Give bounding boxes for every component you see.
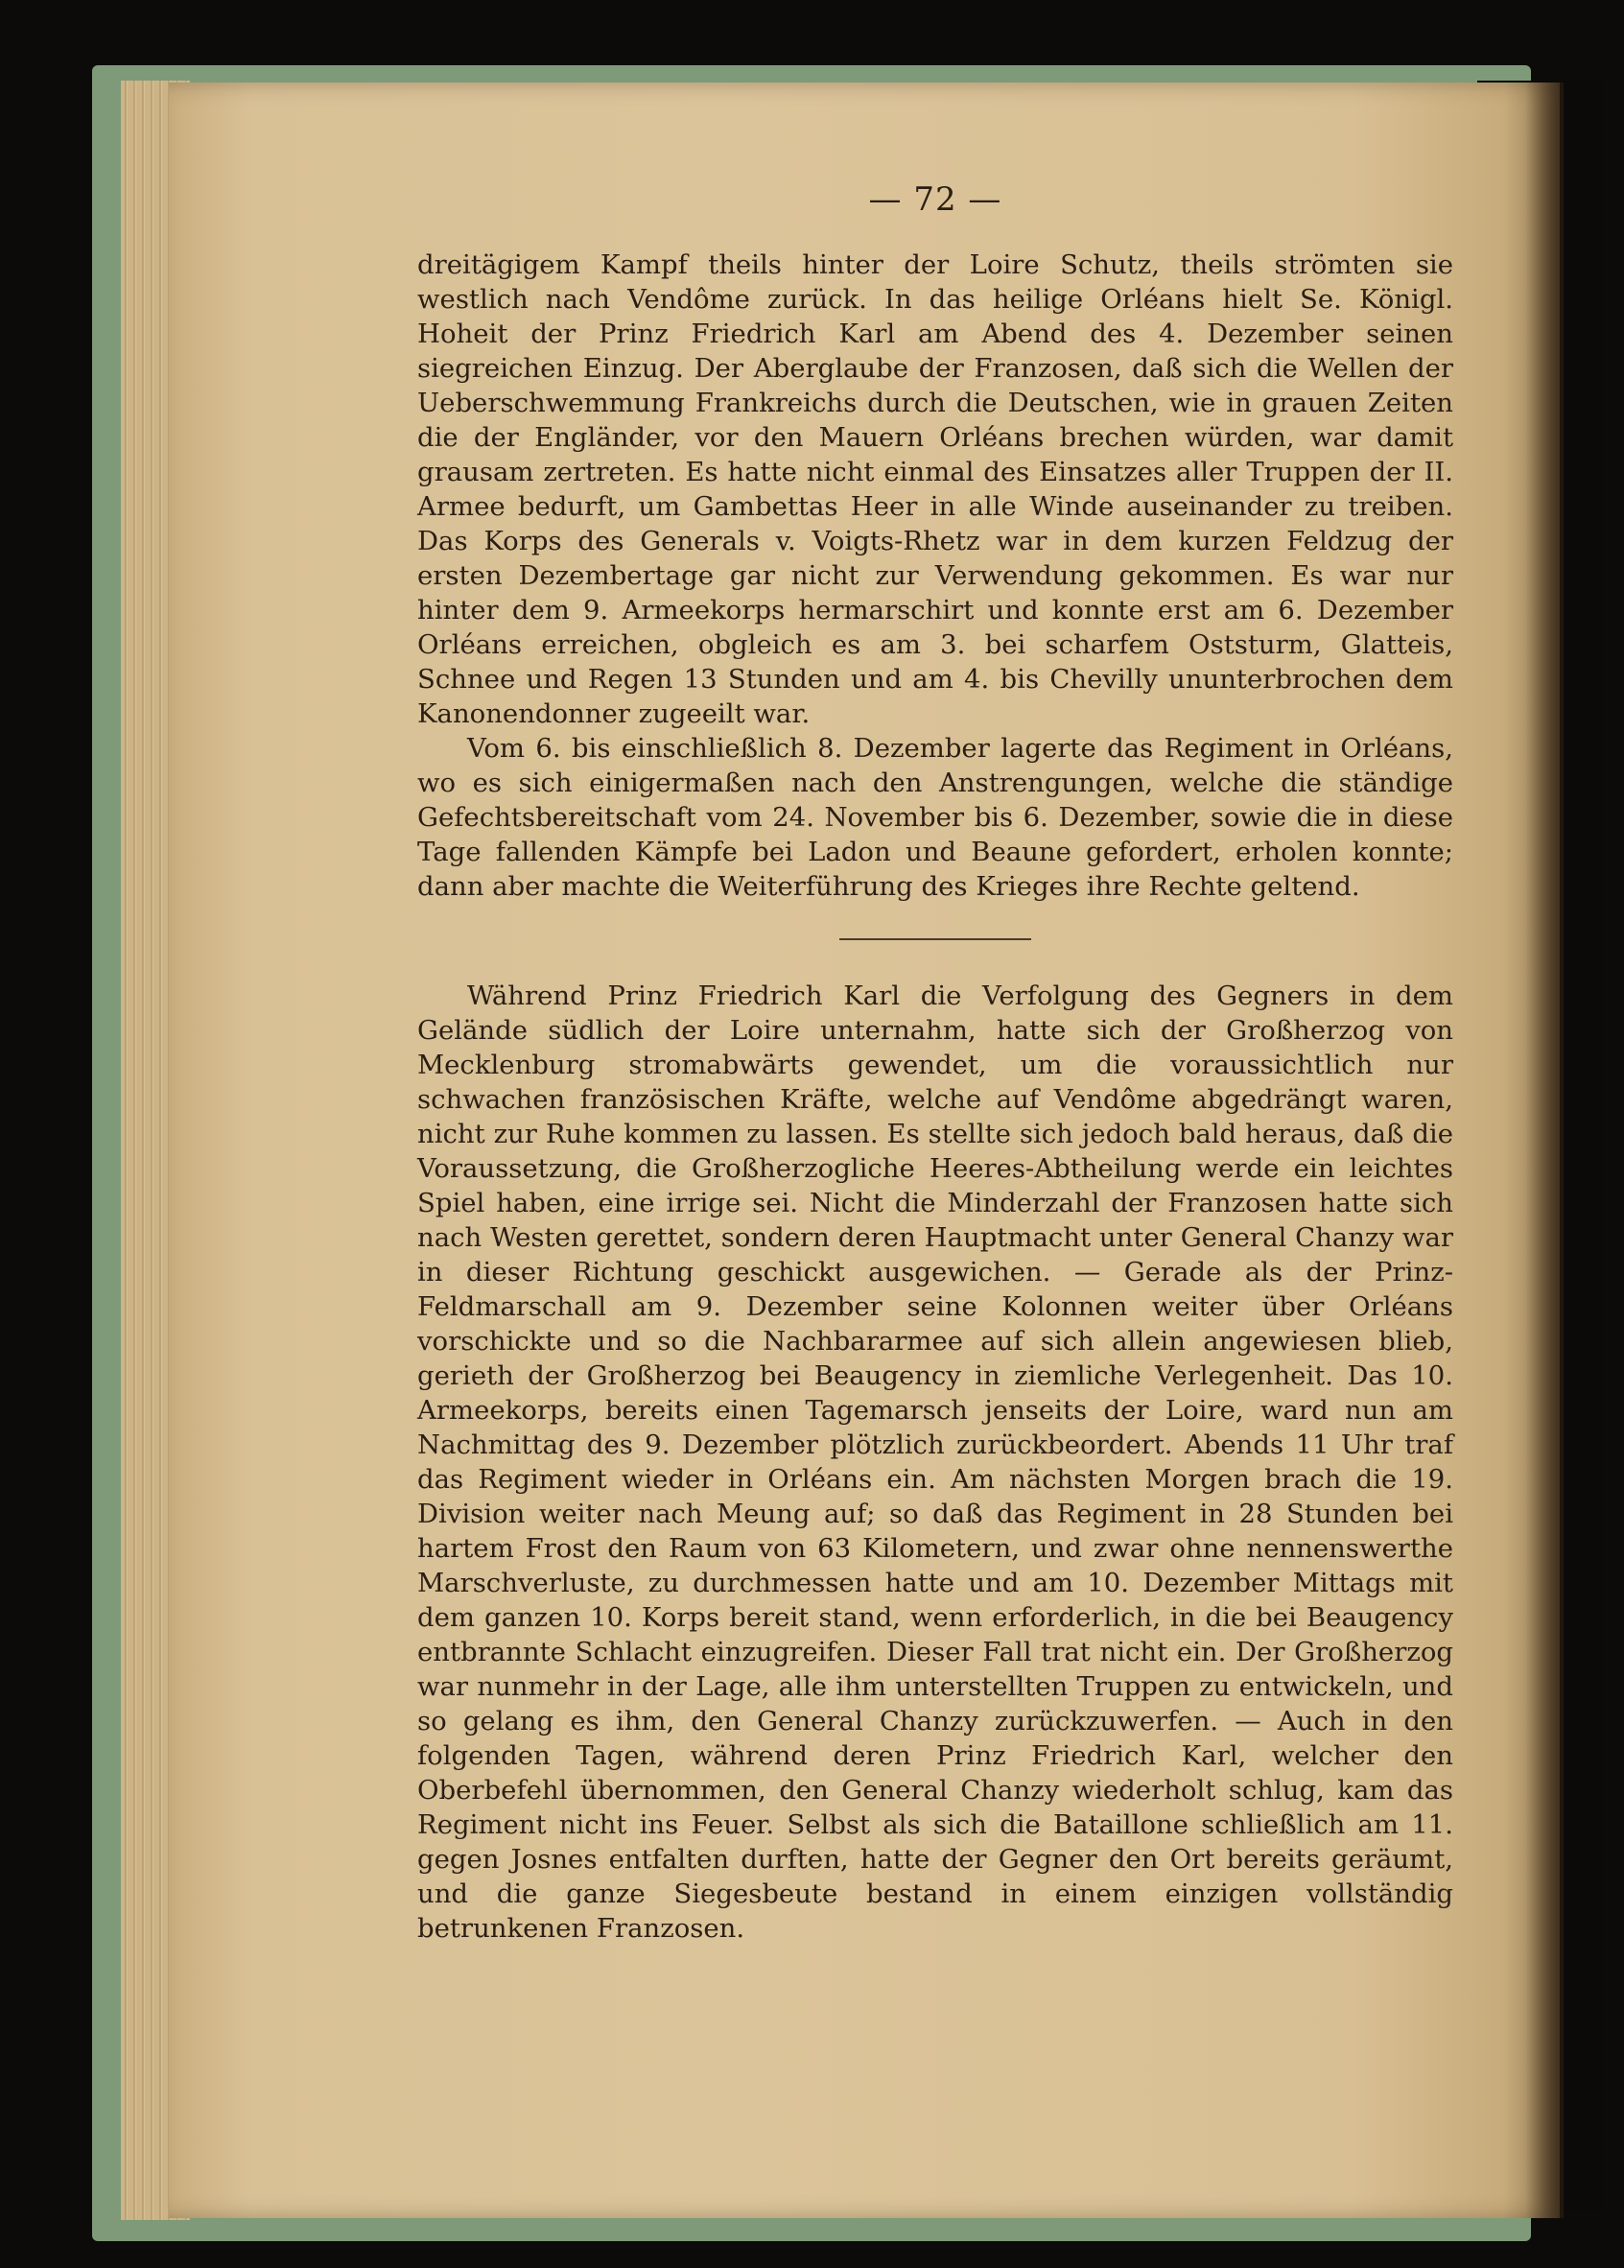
page-number: — 72 — [868, 180, 1002, 219]
paragraph-2: Vom 6. bis einschließlich 8. Dezember lagerte das Regiment in Orléans, wo es sich einigermaßen nach den Anstrengungen, welche die ständige Gefechtsbereitschaft vom 24. November bis 6. Dezember, sowie die in diese Tage fallenden Kämpfe bei Ladon und Beaune gefordert, erholen konnte; dann aber machte die Weiterführung des Krieges ihre Rechte geltend. [417, 733, 1453, 902]
page-gutter [1525, 83, 1564, 2218]
paragraph-1: dreitägigem Kampf theils hinter der Loire Schutz, theils strömten sie westlich nach Vendôme zurück. In das heilige Orléans hielt Se. Königl. Hoheit der Prinz Friedrich Karl am Abend des 4. Dezember seinen siegreichen Einzug. Der Aberglaube der Franzosen, daß sich die Wellen der Ueberschwemmung Frankreichs durch die Deutschen, wie in grauen Zeiten die der Engländer, vor den Mauern Orléans brechen würden, war damit grausam zertreten. Es hatte nicht einmal des Einsatzes aller Truppen der II. Armee bedurft, um Gambettas Heer in alle Winde auseinander zu treiben. Das Korps des Generals v. Voigts-Rhetz war in dem kurzen Feldzug der ersten Dezembertage gar nicht zur Verwendung gekommen. Es war nur hinter dem 9. Armeekorps hermarschirt und konnte erst am 6. Dezember Orléans erreichen, obgleich es am 3. bei scharfem Oststurm, Glatteis, Schnee und Regen 13 Stunden und am 4. bis Chevilly ununterbrochen dem Kanonendonner zugeeilt war. [417, 249, 1453, 729]
section-divider [839, 938, 1031, 940]
page-content [417, 180, 1453, 1946]
paragraph-3: Während Prinz Friedrich Karl die Verfolgung des Gegners in dem Gelände südlich der Loire unternahm, hatte sich der Großherzog von Mecklenburg stromabwärts gewendet, um die voraussichtlich nur schwachen französischen Kräfte, welche auf Vendôme abgedrängt waren, nicht zur Ruhe kommen zu lassen. Es stellte sich jedoch bald heraus, daß die Voraussetzung, die Großherzogliche Heeres-Abtheilung werde ein leichtes Spiel haben, eine irrige sei. Nicht die Minderzahl der Franzosen hatte sich nach Westen gerettet, sondern deren Hauptmacht unter General Chanzy war in dieser Richtung geschickt ausgewichen. — Gerade als der Prinz-Feldmarschall am 9. Dezember seine Kolonnen weiter über Orléans vorschickte und so die Nachbararmee auf sich allein angewiesen blieb, gerieth der Großherzog bei Beaugency in ziemliche Verlegenheit. Das 10. Armeekorps, bereits einen Tagemarsch jenseits der Loire, ward nun am Nachmittag des 9. Dezember plötzlich zurückbeordert. Abends 11 Uhr traf das Regiment wieder in Orléans ein. Am nächsten Morgen brach die 19. Division weiter nach Meung auf; so daß das Regiment in 28 Stunden bei hartem Frost den Raum von 63 Kilometern, und zwar ohne nennenswerthe Marschverluste, zu durchmessen hatte und am 10. Dezember Mittags mit dem ganzen 10. Korps bereit stand, wenn erforderlich, in die bei Beaugency entbrannte Schlacht einzugreifen. Dieser Fall trat nicht ein. Der Großherzog war nunmehr in der Lage, alle ihm unterstellten Truppen zu entwickeln, und so gelang es ihm, den General Chanzy zurückzuwerfen. — Auch in den folgenden Tagen, während deren Prinz Friedrich Karl, welcher den Oberbefehl übernommen, den General Chanzy wiederholt schlug, kam das Regiment nicht ins Feuer. Selbst als sich die Bataillone schließlich am 11. gegen Josnes entfalten durften, hatte der Gegner den Ort bereits geräumt, und die ganze Siegesbeute bestand in einem einzigen vollständig betrunkenen Franzosen. [417, 980, 1453, 1944]
